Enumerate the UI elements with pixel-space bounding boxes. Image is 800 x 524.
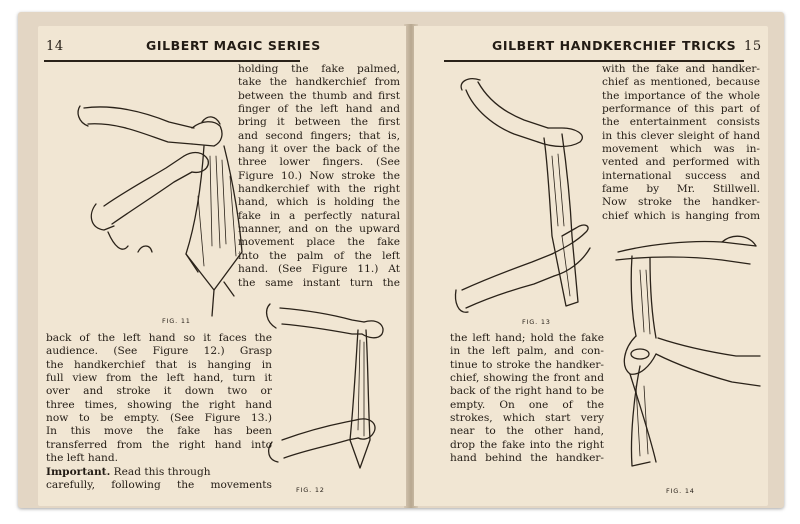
important-label: Important.	[46, 465, 111, 478]
left-page	[38, 26, 406, 506]
text-line: chief, showing the front and	[450, 372, 604, 385]
text-line: three lower fingers. (See	[238, 156, 400, 169]
text-line: strokes, which start very	[450, 412, 604, 425]
text-line: take the handkerchief from	[238, 76, 400, 89]
text-line: back of the left hand so it faces the	[46, 332, 272, 344]
text-line: three times, showing the right hand	[46, 398, 272, 411]
text-line: near to the other hand,	[450, 425, 604, 438]
text-line: holding the fake palmed,	[238, 63, 400, 75]
left-header-rule	[44, 60, 300, 62]
text-line: the left hand; hold the fake	[450, 332, 604, 344]
text-line: the entertainment consists	[602, 116, 760, 129]
text-line: back of the right hand to be	[450, 385, 604, 398]
text-line: hand behind the handker-	[450, 452, 604, 465]
text-line: fame by Mr. Stillwell.	[602, 183, 760, 196]
text-line: transferred from the right hand into	[46, 438, 272, 451]
text-line: the same instant turn the	[238, 276, 400, 289]
text-line: international success and	[602, 169, 760, 182]
text-line: chief which is hanging from	[602, 209, 760, 222]
text-line: now to be empty. (See Figure 13.)	[46, 412, 272, 425]
text-line: movement which was in-	[602, 143, 760, 156]
text-line: the handkerchief that is hanging in	[46, 358, 272, 371]
text-line: hand. (See Figure 11.) At	[238, 263, 400, 276]
text-line: hang it over the back of the	[238, 143, 400, 156]
text-line: performance of this part of	[602, 103, 760, 116]
text-line: in this clever sleight of hand	[602, 129, 760, 142]
figure-14-caption: FIG. 14	[666, 487, 695, 495]
left-final-text	[46, 479, 272, 492]
important-rest: Read this through	[113, 465, 211, 478]
text-line: In this move the fake has been	[46, 425, 272, 438]
text-line: carefully, following the movements	[46, 478, 272, 491]
text-line: drop the fake into the right	[450, 438, 604, 451]
right-page	[414, 26, 768, 506]
figure-12-illustration	[260, 290, 400, 480]
right-page-number: 15	[744, 39, 762, 54]
right-bottom-text	[450, 332, 604, 465]
booklet-spread	[18, 12, 784, 508]
text-line: into the palm of the left	[238, 249, 400, 262]
text-line: fake in a perfectly natural	[238, 209, 400, 222]
left-bottom-text	[46, 332, 272, 465]
figure-11-caption: FIG. 11	[162, 317, 191, 325]
figure-12-caption: FIG. 12	[296, 486, 325, 494]
text-line: handkerchief with the right	[238, 183, 400, 196]
text-line: and second fingers; that is,	[238, 129, 400, 142]
text-line: the importance of the whole	[602, 89, 760, 102]
text-line: finger of the left hand and	[238, 103, 400, 116]
text-line: vented and performed with	[602, 156, 760, 169]
left-running-head: GILBERT MAGIC SERIES	[146, 38, 321, 53]
text-line: in the left palm, and con-	[450, 345, 604, 358]
left-column-text	[238, 63, 400, 290]
figure-11-illustration	[74, 76, 244, 326]
text-line: movement place the fake	[238, 236, 400, 249]
important-line	[46, 466, 272, 479]
right-header-rule	[444, 60, 744, 62]
text-line: empty. On one of the	[450, 398, 604, 411]
text-line: full view from the left hand, turn it	[46, 372, 272, 385]
text-line: tinue to stroke the handker-	[450, 358, 604, 371]
text-line: Figure 10.) Now stroke the	[238, 169, 400, 182]
text-line: over and stroke it down two or	[46, 385, 272, 398]
text-line: chief as mentioned, because	[602, 76, 760, 89]
figure-14-illustration	[610, 226, 760, 486]
text-line: bring it between the first	[238, 116, 400, 129]
figure-13-caption: FIG. 13	[522, 318, 551, 326]
text-line: audience. (See Figure 12.) Grasp	[46, 345, 272, 358]
right-running-head: GILBERT HANDKERCHIEF TRICKS	[492, 38, 737, 53]
text-line: the left hand.	[46, 452, 119, 465]
text-line: with the fake and handker-	[602, 63, 760, 75]
text-line: between the thumb and first	[238, 89, 400, 102]
text-line: manner, and on the upward	[238, 223, 400, 236]
text-line: hand, which is holding the	[238, 196, 400, 209]
right-column-text	[602, 63, 760, 223]
left-page-number: 14	[46, 39, 64, 54]
figure-13-illustration	[454, 76, 604, 326]
text-line: Now stroke the handker-	[602, 196, 760, 209]
